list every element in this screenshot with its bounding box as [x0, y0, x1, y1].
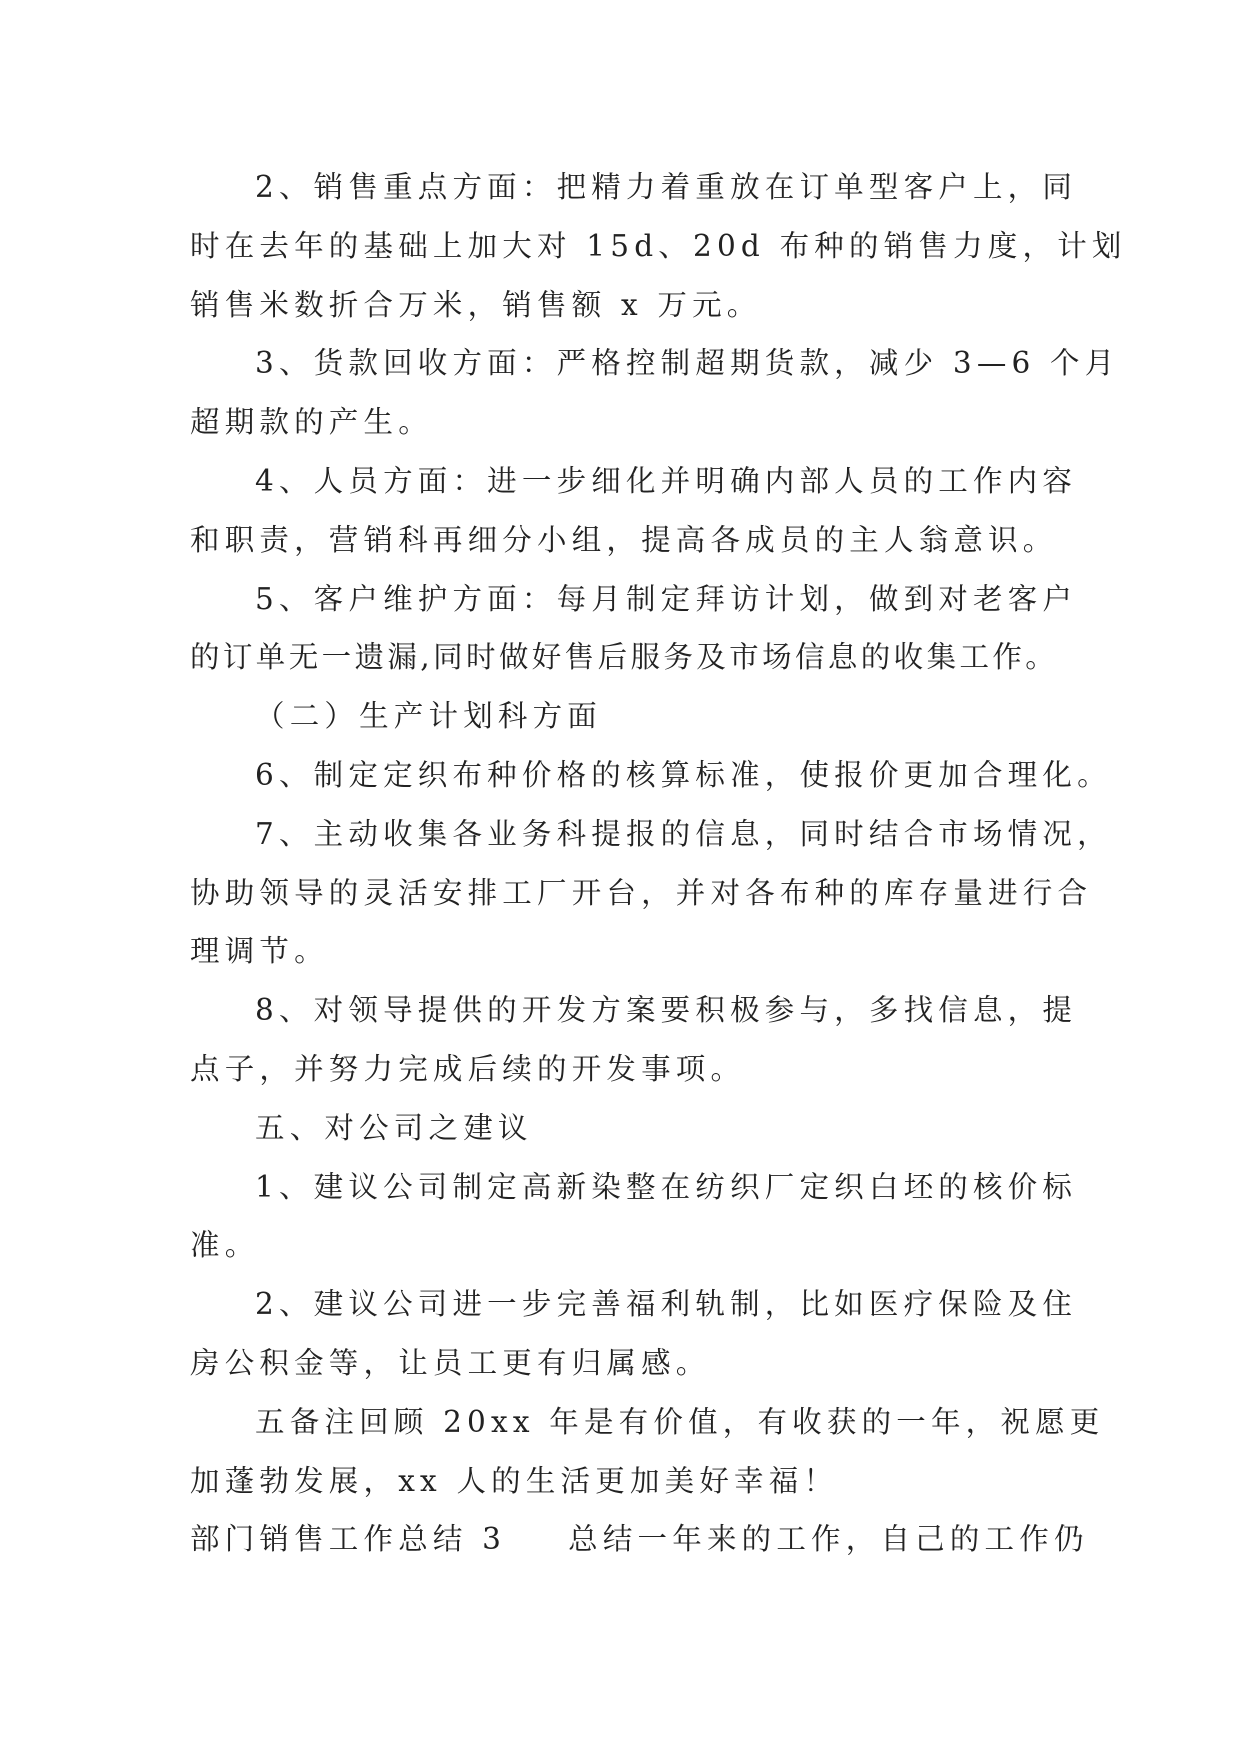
paragraph-line: 准。 [190, 1228, 260, 1263]
paragraph-line: 加蓬勃发展，xx 人的生活更加美好幸福！ [190, 1463, 839, 1498]
paragraph-line: 7、主动收集各业务科提报的信息，同时结合市场情况， [255, 816, 1112, 851]
paragraph-line: 销售米数折合万米，销售额 x 万元。 [190, 287, 762, 322]
paragraph-line: 房公积金等，让员工更有归属感。 [190, 1345, 711, 1380]
paragraph-line: 2、建议公司进一步完善福利轨制，比如医疗保险及住 [255, 1287, 1078, 1322]
section-heading: （二）生产计划科方面 [255, 699, 603, 734]
paragraph-line: 8、对领导提供的开发方案要积极参与，多找信息，提 [255, 993, 1078, 1028]
paragraph-line: 4、人员方面：进一步细化并明确内部人员的工作内容 [255, 463, 1078, 498]
paragraph-line: 理调节。 [190, 934, 329, 969]
paragraph-line: 1、建议公司制定高新染整在纺织厂定织白坯的核价标 [255, 1169, 1078, 1204]
paragraph-line: 的订单无一遗漏,同时做好售后服务及市场信息的收集工作。 [190, 640, 1059, 675]
paragraph-line: 五备注回顾 20xx 年是有价值，有收获的一年，祝愿更 [255, 1404, 1105, 1439]
paragraph-line: 6、制定定织布种价格的核算标准，使报价更加合理化。 [255, 757, 1112, 792]
document-body [190, 158, 1127, 1569]
paragraph-line: 协助领导的灵活安排工厂开台，并对各布种的库存量进行合 [190, 875, 1093, 910]
paragraph-line: 点子，并努力完成后续的开发事项。 [190, 1051, 746, 1086]
paragraph-line: 时在去年的基础上加大对 15d、20d 布种的销售力度，计划 [190, 228, 1127, 263]
section-heading: 五、对公司之建议 [255, 1110, 533, 1145]
paragraph-line: 超期款的产生。 [190, 405, 433, 440]
article-title: 部门销售工作总结 3 [190, 1522, 507, 1557]
article-opening-text: 总结一年来的工作，自己的工作仍 [568, 1522, 1089, 1557]
paragraph-line [190, 1510, 1089, 1569]
paragraph-line: 5、客户维护方面：每月制定拜访计划，做到对老客户 [255, 581, 1078, 616]
paragraph-line: 2、销售重点方面：把精力着重放在订单型客户上，同 [255, 170, 1078, 204]
paragraph-line: 和职责，营销科再细分小组，提高各成员的主人翁意识。 [190, 522, 1058, 557]
paragraph-line: 3、货款回收方面：严格控制超期货款，减少 3—6 个月 [255, 346, 1120, 381]
